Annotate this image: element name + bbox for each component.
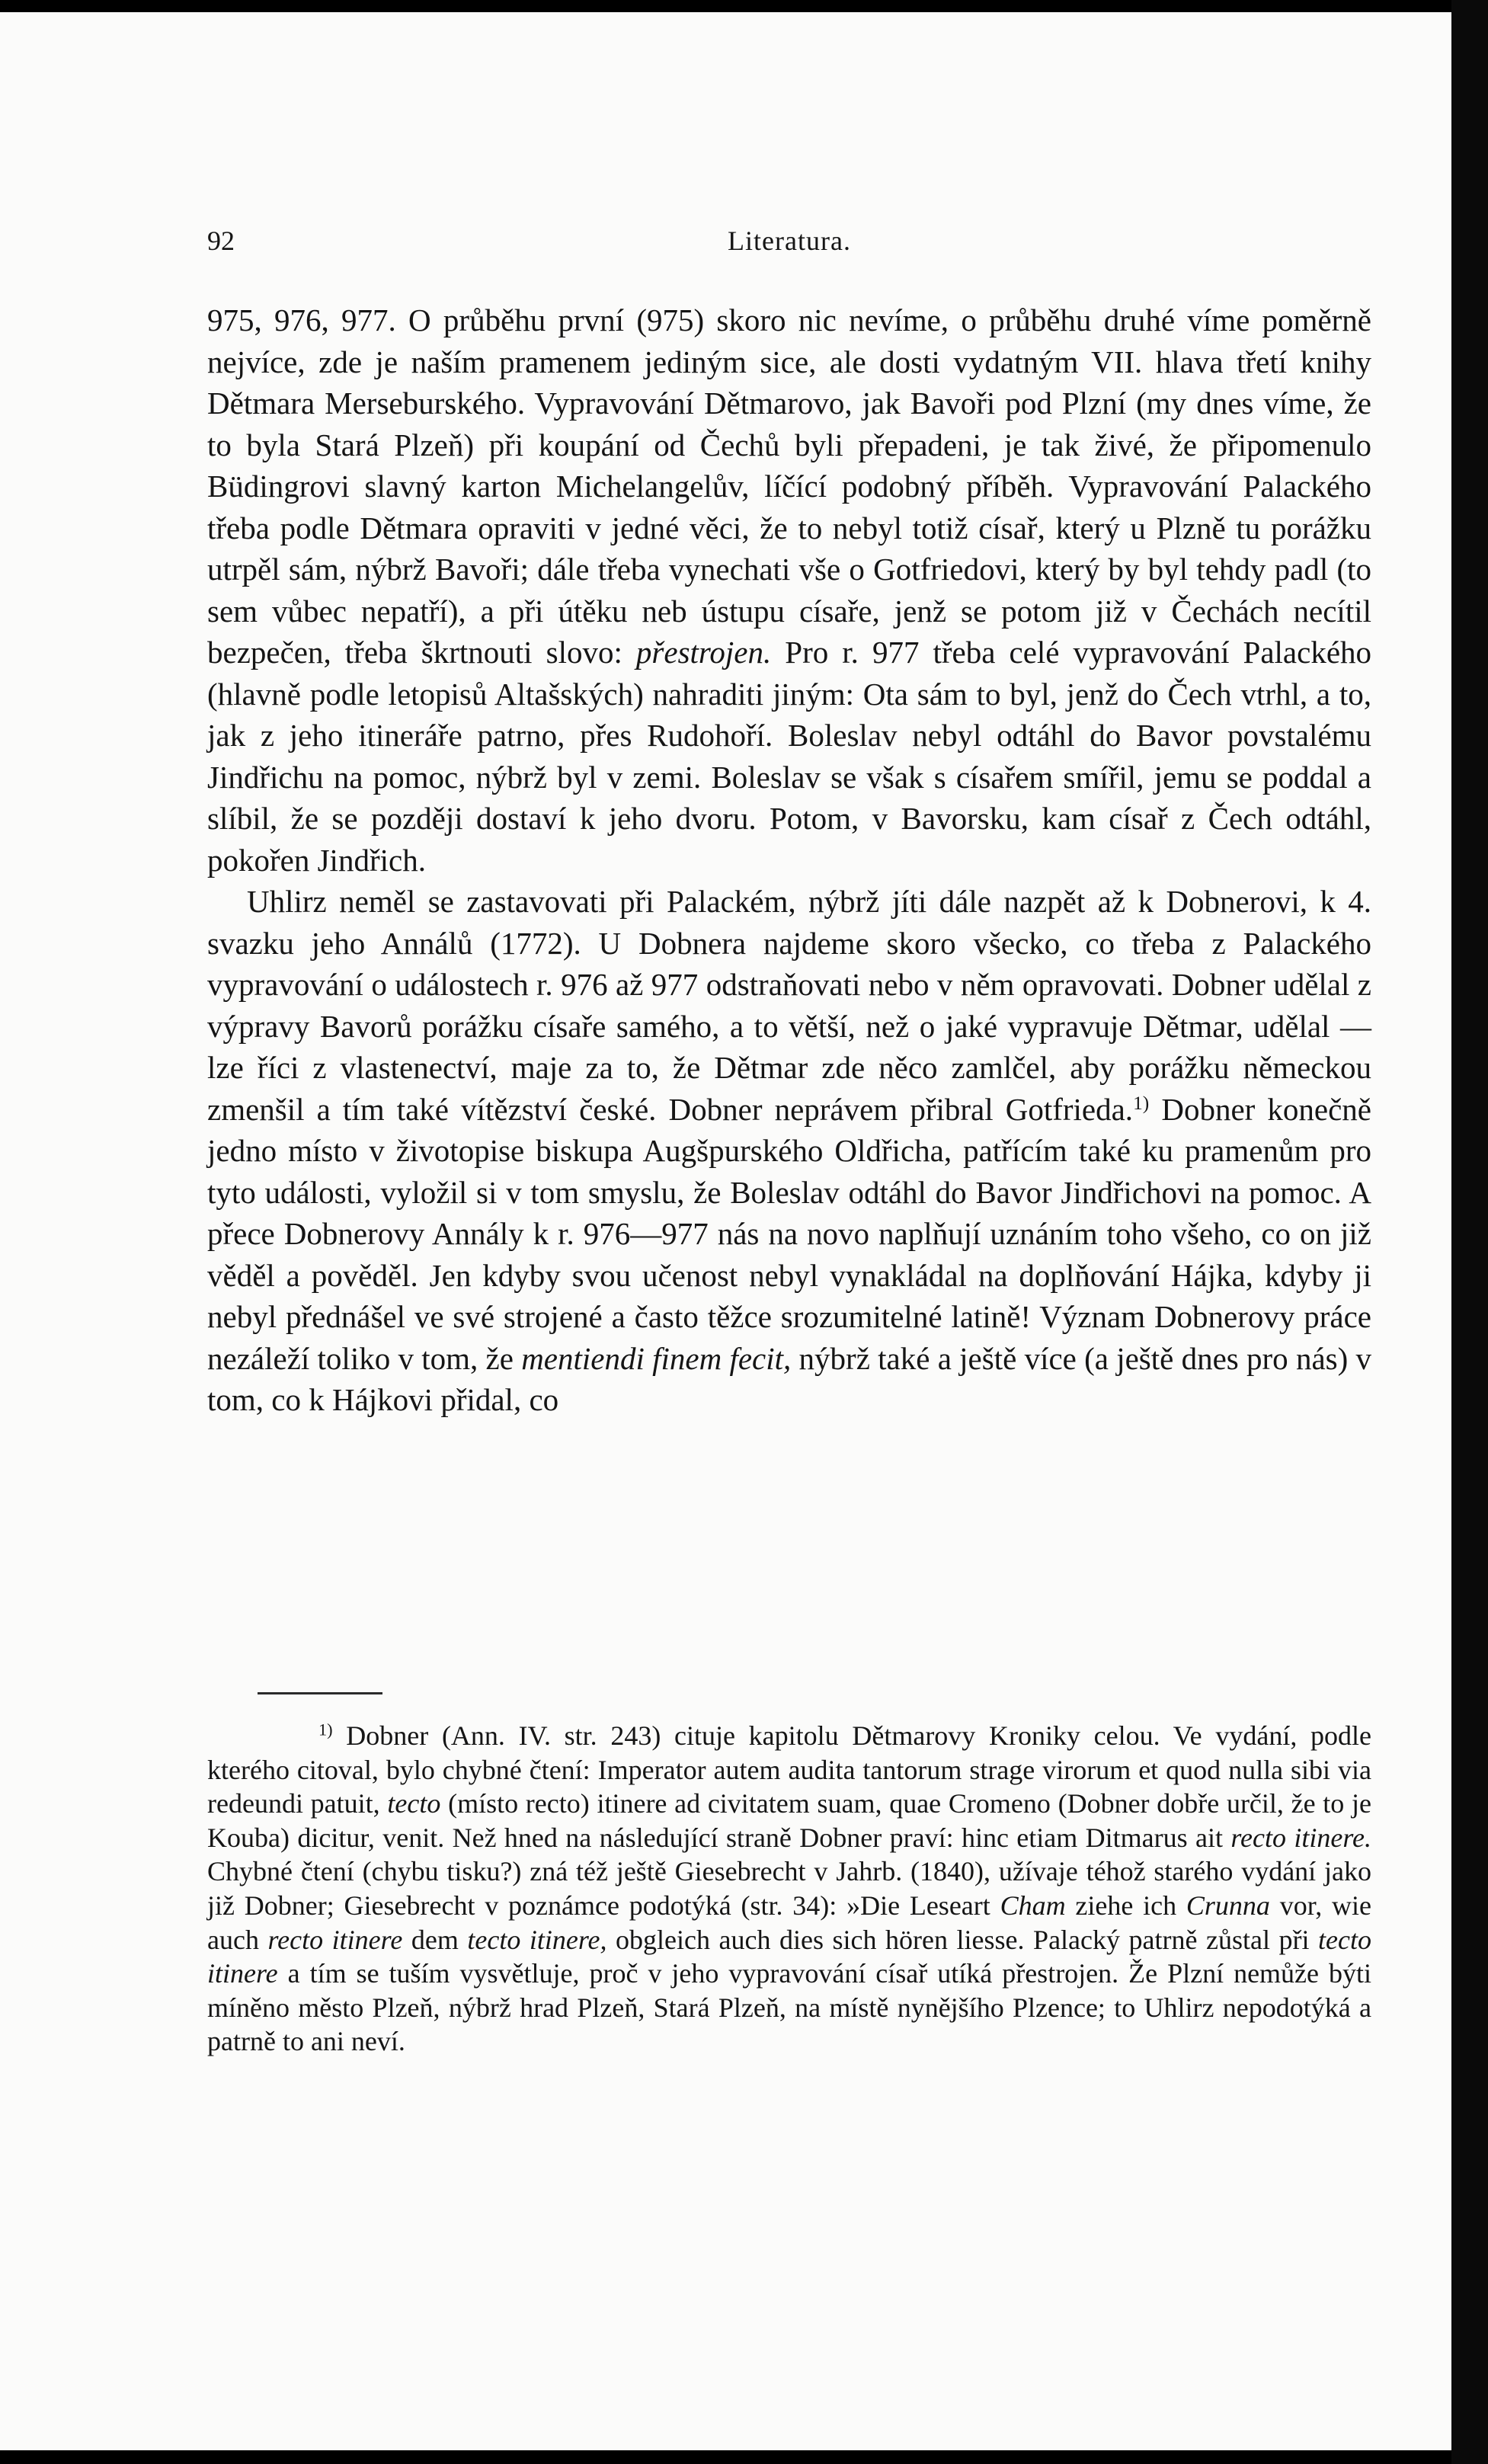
footnote-marker: 1): [318, 1720, 333, 1739]
text-run: nýbrž také a ještě více (a ještě dnes pro nás) v tom, co k Hájkovi přidal, co: [207, 1340, 1372, 1417]
italic-run: přestrojen.: [635, 635, 772, 670]
italic-run: tecto itinere: [207, 1924, 1372, 1989]
text-run: Chybné čtení (chybu tisku?) zná též ještě Giesebrecht v Jahrb. (1840), užívaje téhož starého vydání jako již Dobner; Giesebrecht v poznámce podotýká (str. 34): »Die Leseart: [207, 1856, 1371, 1921]
text-run: Uhlirz neměl se zastavovati při Palackém, nýbrž jíti dále nazpět až k Dobnerovi, k 4. svazku jeho Annálů (1772). U Dobnera najdeme skoro všecko, co třeba z Palackého vypravování o událostech r. 976 až 977 odstraňovati nebo v něm opravovati. Dobner udělal z výpravy Bavorů porážku císaře samého, a to větší, než o jaké vypravuje Dětmar, udělal — lze říci z vlastenectví, maje za to, že Dětmar zde něco zamlčel, aby porážku německou zmenšil a tím také vítězství české. Dobner neprávem přibral Gotfrieda.: [207, 884, 1371, 1127]
italic-run: Crunna: [1186, 1890, 1270, 1921]
text-run: ziehe ich: [1065, 1890, 1177, 1921]
scan-edge: [1451, 0, 1488, 2464]
text-run: 975, 976, 977. O průběhu první (975) skoro nic nevíme, o průběhu druhé víme poměrně nejvíce, zde je naším pramenem jediným sice, ale dosti vydatným VII. hlava třetí knihy Dětmara Merseburského. Vypravování Dětmarovo, jak Bavoři pod Plzní (my dnes víme, že to byla Stará Plzeň) při koupání od Čechů byli přepadeni, je tak živé, že připomenulo Büdingrovi slavný karton Michelangelův, líčící podobný příběh. Vypravování Palackého třeba podle Dětmara opraviti v jedné věci, že to nebyl totiž císař, který u Plzně tu porážku utrpěl sám, nýbrž Bavoři; dále třeba vynechati vše o Gotfriedovi, který by byl tehdy padl (to sem vůbec nepatří), a při útěku neb ústupu císaře, jenž se potom již v Čechách necítil bezpečen, třeba škrtnouti slovo:: [207, 302, 1371, 670]
text-run: a tím se tuším vysvětluje, proč v jeho vypravování císař utíká přestrojen. Že Plzní nemůže býti míněno město Plzeň, nýbrž hrad Plzeň, Stará Plzeň, na místě nynějšího Plzence; to Uhlirz nepodotýká a patrně to ani neví.: [207, 1958, 1371, 2057]
footnote-divider: [258, 1692, 382, 1694]
text-run: vor, wie auch: [207, 1890, 1372, 1955]
text-run: obgleich auch dies sich hören liesse. Palacký patrně zůstal při: [606, 1924, 1310, 1955]
italic-run: recto itinere: [267, 1924, 403, 1955]
footnote: [207, 1719, 1371, 2059]
text-run: Dobner konečně jedno místo v životopise biskupa Augšpurského Oldřicha, patřícím také ku pramenům pro tyto události, vyložil si v tom smyslu, že Boleslav odtáhl do Bavor Jindřichovi na pomoc. A přece Dobnerovy Annály k r. 976—977 nás na novo naplňují uznáním toho všeho, co on již věděl a pověděl. Jen kdyby svou učenost nebyl vynakládal na doplňování Hájka, kdyby ji nebyl přednášel ve své strojené a často těžce srozumitelné latině! Význam Dobnerovy práce nezáleží toliko v tom, že: [207, 1091, 1371, 1376]
paragraph: [207, 881, 1371, 1421]
italic-run: recto itinere.: [1230, 1822, 1371, 1853]
footnote-reference: 1): [1133, 1092, 1150, 1114]
text-run: Pro r. 977 třeba celé vypravování Palackého (hlavně podle letopisů Altašských) nahraditi jiným: Ota sám to byl, jenž do Čech vtrhl, a to, jak z jeho itineráře patrno, přes Rudohoří. Boleslav nebyl odtáhl do Bavor povstalému Jindřichu na pomoc, nýbrž byl v zemi. Boleslav se však s císařem smířil, jemu se poddal a slíbil, že se později dostaví k jeho dvoru. Potom, v Bavorsku, kam císař z Čech odtáhl, pokořen Jindřich.: [207, 635, 1372, 878]
italic-run: mentiendi finem fecit,: [521, 1340, 792, 1376]
page-header: [207, 225, 1371, 270]
page-number: 92: [207, 226, 235, 256]
text-run: dem: [402, 1924, 459, 1955]
text-run: (místo recto) itinere ad civitatem suam, quae Cromeno (Dobner dobře určil, že to je Kouba) dicitur, venit. Než hned na následující straně Dobner praví: hinc etiam Ditmarus ait: [207, 1788, 1372, 1853]
main-text: [207, 299, 1371, 1421]
paragraph: [207, 299, 1371, 881]
text-run: Dobner (Ann. IV. str. 243) cituje kapitolu Dětmarovy Kroniky celou. Ve vydání, podle kterého citoval, bylo chybné čtení: Imperator autem audita tantorum strage virorum et quod nulla sibi via redeundi patuit,: [207, 1720, 1371, 1819]
italic-run: Cham: [1000, 1890, 1066, 1921]
running-head: Literatura.: [728, 226, 851, 256]
italic-run: tecto itinere,: [467, 1924, 607, 1955]
italic-run: tecto: [387, 1788, 441, 1819]
